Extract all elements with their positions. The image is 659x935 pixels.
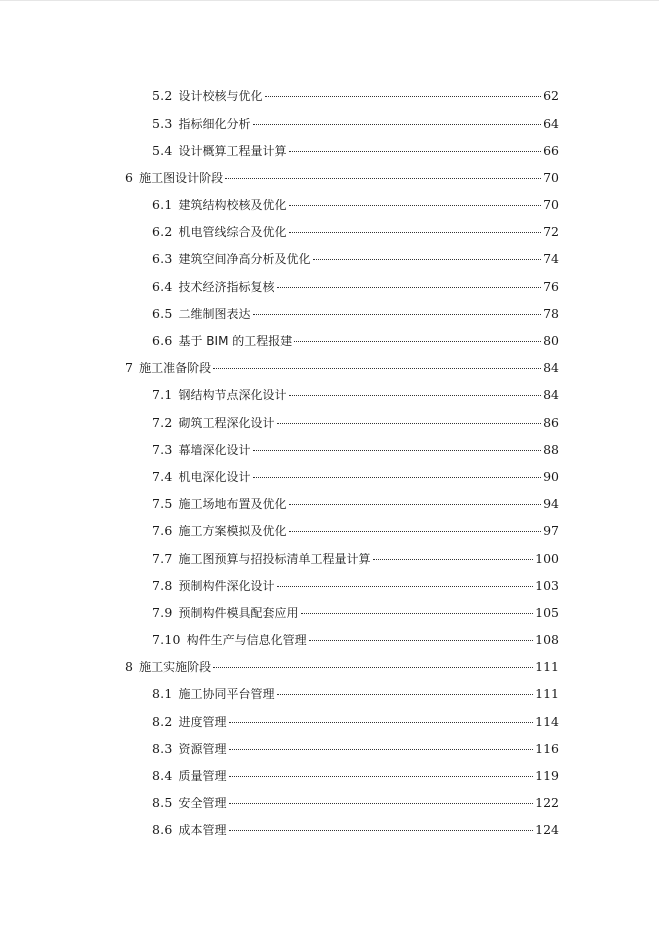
toc-page-number: 78: [543, 307, 559, 321]
dot-leader: [289, 504, 542, 505]
toc-entry-number: 7.4: [152, 470, 173, 484]
table-of-contents: [0, 83, 659, 844]
dot-leader: [229, 722, 534, 723]
toc-entry-number: 6.6: [152, 335, 173, 348]
toc-section-entry[interactable]: [0, 817, 659, 844]
toc-entry-line: [152, 471, 559, 484]
toc-entry-number: 8.4: [152, 770, 173, 783]
toc-entry-number: 7.7: [152, 552, 173, 566]
toc-entry-title: 进度管理: [178, 715, 227, 729]
toc-entry-title: 成本管理: [178, 824, 227, 837]
toc-page-number: 70: [543, 171, 559, 185]
toc-entry-title: 设计校核与优化: [178, 90, 263, 103]
toc-chapter-entry[interactable]: [0, 355, 659, 382]
toc-entry-line: [152, 498, 559, 511]
toc-entry-line: [125, 661, 559, 674]
toc-entry-title: 建筑结构校核及优化: [178, 199, 287, 212]
toc-entry-line: [152, 580, 559, 593]
toc-entry-title: 建筑空间净高分析及优化: [178, 253, 311, 266]
toc-entry-number: 8.6: [152, 824, 173, 837]
toc-entry-title: 预制构件深化设计: [178, 579, 275, 593]
dot-leader: [265, 96, 542, 97]
toc-entry-line: [152, 688, 559, 701]
toc-chapter-entry[interactable]: [0, 165, 659, 192]
toc-chapter-entry[interactable]: [0, 654, 659, 681]
toc-entry-number: 8.5: [152, 797, 173, 810]
dot-leader: [373, 559, 534, 560]
toc-entry-title: 二维制图表达: [178, 307, 251, 321]
toc-entry-number: 5.4: [152, 144, 173, 158]
dot-leader: [277, 287, 542, 288]
toc-entry-title: 施工场地布置及优化: [178, 498, 287, 511]
toc-entry-number: 5.3: [152, 117, 173, 131]
toc-entry-number: 8.2: [152, 715, 173, 729]
toc-page-number: 70: [543, 199, 559, 212]
toc-section-entry[interactable]: [0, 192, 659, 219]
toc-page-number: 111: [535, 688, 559, 701]
toc-entry-number: 6.3: [152, 253, 173, 266]
toc-page-number: 105: [535, 606, 559, 620]
toc-entry-title: 施工图预算与招投标清单工程量计算: [178, 552, 371, 566]
dot-leader: [225, 178, 541, 179]
toc-section-entry[interactable]: [0, 491, 659, 518]
toc-section-entry[interactable]: [0, 763, 659, 790]
toc-page-number: 72: [543, 226, 559, 239]
dot-leader: [229, 830, 534, 831]
toc-entry-number: 7.2: [152, 416, 173, 430]
toc-page-number: 94: [543, 498, 559, 511]
toc-entry-line: [152, 634, 559, 647]
toc-page-number: 76: [543, 280, 559, 294]
dot-leader: [213, 667, 533, 668]
dot-leader: [289, 205, 542, 206]
toc-entry-number: 6.5: [152, 307, 173, 321]
toc-entry-title: 砌筑工程深化设计: [178, 416, 275, 430]
toc-page-number: 86: [543, 416, 559, 430]
dot-leader: [229, 803, 534, 804]
toc-entry-number: 7.3: [152, 443, 173, 457]
toc-section-entry[interactable]: [0, 518, 659, 545]
toc-section-entry[interactable]: [0, 273, 659, 300]
toc-section-entry[interactable]: [0, 246, 659, 273]
toc-entry-title: 指标细化分析: [178, 117, 251, 131]
dot-leader: [277, 423, 542, 424]
toc-section-entry[interactable]: [0, 572, 659, 599]
toc-page-number: 62: [543, 90, 559, 103]
toc-entry-number: 7: [125, 362, 134, 375]
toc-section-entry[interactable]: [0, 83, 659, 110]
toc-entry-number: 7.10: [152, 634, 181, 647]
toc-entry-line: [125, 172, 559, 185]
toc-section-entry[interactable]: [0, 301, 659, 328]
toc-entry-title: 技术经济指标复核: [178, 280, 275, 294]
toc-entry-title: 施工准备阶段: [139, 362, 212, 375]
dot-leader: [229, 749, 534, 750]
toc-entry-title: 机电深化设计: [178, 470, 251, 484]
toc-entry-number: 7.5: [152, 498, 173, 511]
toc-entry-title: 施工图设计阶段: [139, 171, 224, 185]
toc-entry-title: 钢结构节点深化设计: [178, 389, 287, 402]
toc-page-number: 66: [543, 144, 559, 158]
toc-page-number: 124: [535, 824, 559, 837]
toc-entry-line: [152, 145, 559, 158]
toc-page-number: 90: [543, 470, 559, 484]
toc-entry-line: [152, 417, 559, 430]
dot-leader: [253, 477, 542, 478]
toc-entry-line: [152, 199, 559, 212]
dot-leader: [289, 151, 542, 152]
toc-entry-line: [152, 389, 559, 402]
toc-section-entry[interactable]: [0, 600, 659, 627]
dot-leader: [253, 314, 542, 315]
toc-entry-line: [152, 118, 559, 131]
toc-section-entry[interactable]: [0, 219, 659, 246]
toc-entry-title: 资源管理: [178, 742, 227, 756]
toc-entry-title: 施工方案模拟及优化: [178, 525, 287, 538]
toc-entry-title: 构件生产与信息化管理: [186, 634, 307, 647]
toc-entry-line: [152, 716, 559, 729]
toc-entry-line: [152, 607, 559, 620]
dot-leader: [289, 232, 542, 233]
toc-section-entry[interactable]: [0, 409, 659, 436]
toc-entry-line: [152, 444, 559, 457]
dot-leader: [229, 776, 534, 777]
toc-page-number: 114: [535, 715, 559, 729]
toc-section-entry[interactable]: [0, 545, 659, 572]
toc-entry-line: [152, 281, 559, 294]
toc-entry-title: 机电管线综合及优化: [178, 226, 287, 239]
toc-entry-title: 设计概算工程量计算: [178, 144, 287, 158]
toc-entry-title: 预制构件模具配套应用: [178, 606, 299, 620]
dot-leader: [301, 613, 534, 614]
toc-entry-line: [152, 226, 559, 239]
toc-entry-line: [152, 253, 559, 266]
toc-section-entry[interactable]: [0, 436, 659, 463]
toc-page-number: 84: [543, 362, 559, 375]
toc-entry-line: [152, 553, 559, 566]
toc-entry-line: [152, 770, 559, 783]
toc-section-entry[interactable]: [0, 681, 659, 708]
toc-page-number: 64: [543, 117, 559, 131]
toc-page-number: 111: [535, 661, 559, 674]
toc-page-number: 116: [535, 742, 559, 756]
toc-page-number: 108: [535, 634, 559, 647]
toc-section-entry[interactable]: [0, 137, 659, 164]
toc-section-entry[interactable]: [0, 736, 659, 763]
toc-entry-line: [152, 824, 559, 837]
toc-entry-title: 施工实施阶段: [139, 661, 212, 674]
toc-entry-number: 5.2: [152, 90, 173, 103]
dot-leader: [253, 450, 542, 451]
toc-entry-line: [125, 362, 559, 375]
toc-entry-number: 6.1: [152, 199, 173, 212]
dot-leader: [277, 586, 534, 587]
toc-section-entry[interactable]: [0, 464, 659, 491]
toc-entry-title: 安全管理: [178, 797, 227, 810]
dot-leader: [277, 694, 534, 695]
dot-leader: [289, 531, 542, 532]
toc-entry-number: 6.2: [152, 226, 173, 239]
toc-entry-line: [152, 90, 559, 103]
toc-entry-line: [152, 308, 559, 321]
dot-leader: [213, 368, 541, 369]
toc-entry-line: [152, 335, 559, 348]
toc-entry-title: 幕墙深化设计: [178, 443, 251, 457]
toc-section-entry[interactable]: [0, 790, 659, 817]
toc-section-entry[interactable]: [0, 328, 659, 355]
toc-entry-number: 7.8: [152, 579, 173, 593]
toc-entry-title: 基于 BIM 的工程报建: [178, 335, 293, 348]
toc-entry-number: 7.6: [152, 525, 173, 538]
toc-page-number: 84: [543, 389, 559, 402]
dot-leader: [253, 124, 542, 125]
toc-section-entry[interactable]: [0, 627, 659, 654]
toc-entry-title: 施工协同平台管理: [178, 688, 275, 701]
toc-section-entry[interactable]: [0, 708, 659, 735]
toc-entry-number: 6.4: [152, 280, 173, 294]
toc-page-number: 119: [535, 770, 559, 783]
dot-leader: [309, 640, 533, 641]
toc-page-number: 80: [543, 335, 559, 348]
toc-page-number: 103: [535, 579, 559, 593]
toc-page-number: 100: [535, 552, 559, 566]
toc-page-number: 97: [543, 525, 559, 538]
toc-entry-number: 6: [125, 171, 134, 185]
dot-leader: [289, 395, 542, 396]
toc-entry-number: 7.1: [152, 389, 173, 402]
toc-entry-number: 8.1: [152, 688, 173, 701]
toc-section-entry[interactable]: [0, 382, 659, 409]
dot-leader: [313, 259, 542, 260]
toc-entry-line: [152, 797, 559, 810]
toc-entry-number: 8.3: [152, 742, 173, 756]
toc-page-number: 74: [543, 253, 559, 266]
toc-section-entry[interactable]: [0, 110, 659, 137]
toc-page-number: 122: [535, 797, 559, 810]
toc-entry-number: 8: [125, 661, 134, 674]
toc-page-number: 88: [543, 443, 559, 457]
toc-entry-line: [152, 525, 559, 538]
dot-leader: [294, 341, 541, 342]
toc-entry-title: 质量管理: [178, 770, 227, 783]
toc-entry-number: 7.9: [152, 606, 173, 620]
toc-entry-line: [152, 743, 559, 756]
